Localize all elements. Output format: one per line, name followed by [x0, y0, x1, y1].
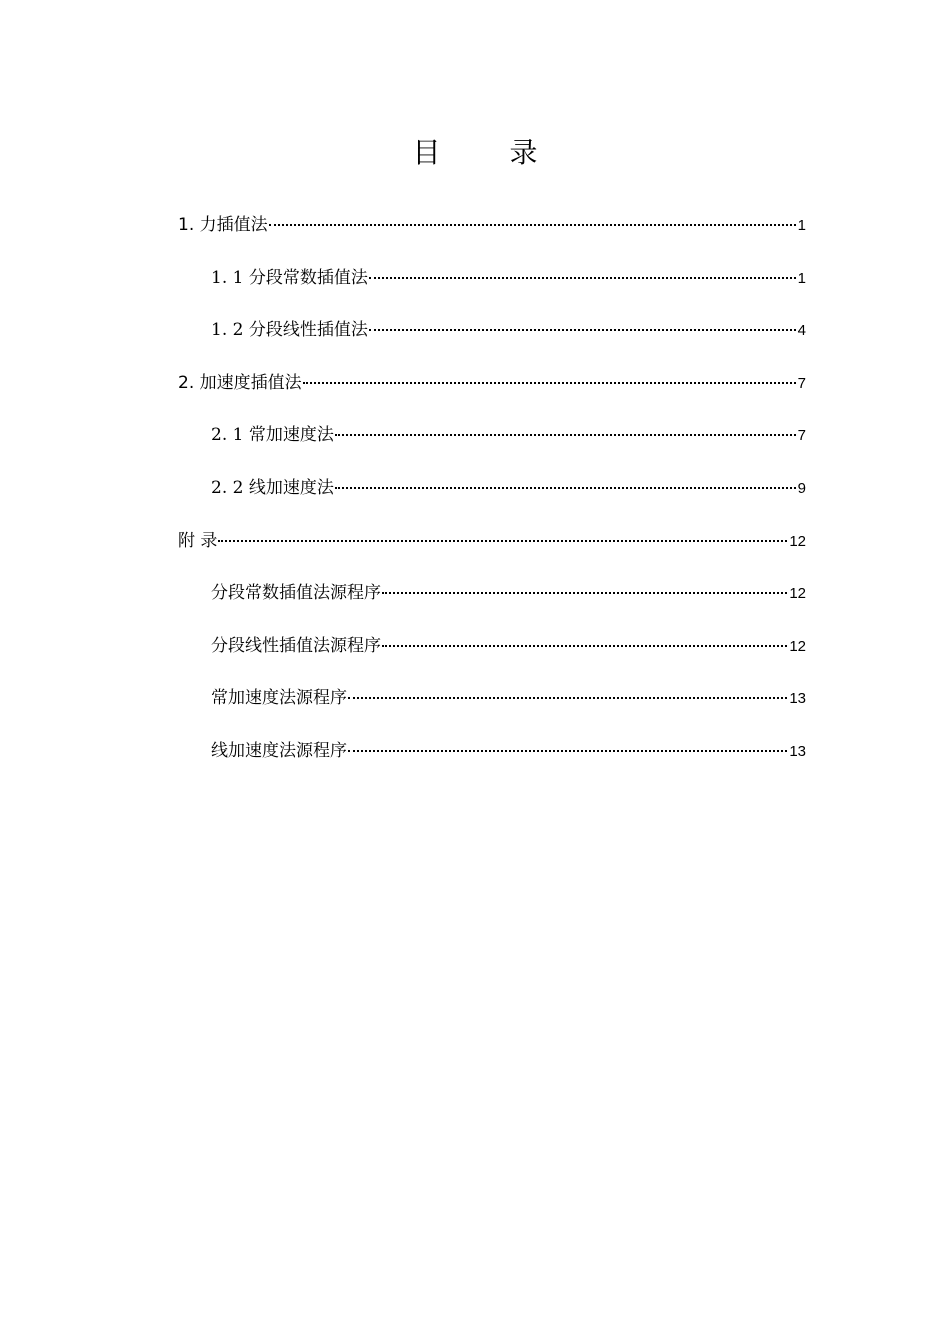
toc-title: 目 录: [412, 136, 568, 169]
toc-entry-label: 2. 加速度插值法: [178, 372, 302, 393]
toc-entry-page: 13: [789, 690, 806, 708]
toc-entry-label: 线加速度法源程序: [211, 740, 347, 761]
dot-leader: [335, 487, 796, 489]
dot-leader: [369, 277, 796, 279]
dot-leader: [348, 750, 787, 752]
dot-leader: [269, 224, 796, 226]
toc-entry-page: 12: [789, 532, 806, 550]
toc-entry-page: 7: [797, 374, 806, 392]
toc-entry-label: 2. 1 常加速度法: [211, 425, 334, 446]
dot-leader: [335, 434, 796, 436]
toc-entry-page: 13: [789, 742, 806, 760]
toc-entry-label: 1. 1 分段常数插值法: [211, 267, 368, 288]
toc-entry[interactable]: [178, 574, 806, 627]
toc-entry-page: 1: [797, 217, 806, 234]
toc-entry-page: 9: [797, 479, 806, 497]
toc-entry-label: 1. 力插值法: [178, 215, 268, 235]
toc-entry-label: 附 录: [178, 530, 218, 551]
toc-entry-page: 1: [797, 269, 806, 287]
toc-entry-label: 1. 2 分段线性插值法: [211, 320, 368, 341]
dot-leader: [382, 592, 787, 594]
toc-entry-label: 分段线性插值法源程序: [211, 635, 381, 656]
toc-entry[interactable]: [178, 679, 806, 732]
toc-entry[interactable]: [178, 206, 806, 259]
toc-entry[interactable]: [178, 364, 806, 417]
toc-entry[interactable]: [178, 469, 806, 522]
toc-entry[interactable]: [178, 259, 806, 312]
dot-leader: [369, 329, 796, 331]
dot-leader: [218, 540, 787, 542]
toc-entry[interactable]: [178, 732, 806, 785]
toc-entry[interactable]: [178, 311, 806, 364]
toc-entry[interactable]: [178, 522, 806, 575]
dot-leader: [303, 382, 796, 384]
toc-entry-page: 4: [797, 322, 806, 340]
toc-entry-page: 12: [789, 637, 806, 655]
toc-entry-label: 2. 2 线加速度法: [211, 477, 334, 498]
toc-entry-page: 7: [797, 427, 806, 445]
toc-entry-page: 12: [789, 585, 806, 603]
toc-entry[interactable]: [178, 416, 806, 469]
toc-entry-label: 常加速度法源程序: [211, 688, 347, 709]
toc-entry[interactable]: [178, 627, 806, 680]
dot-leader: [348, 697, 787, 699]
table-of-contents: [178, 206, 806, 785]
dot-leader: [382, 645, 787, 647]
toc-entry-label: 分段常数插值法源程序: [211, 583, 381, 604]
